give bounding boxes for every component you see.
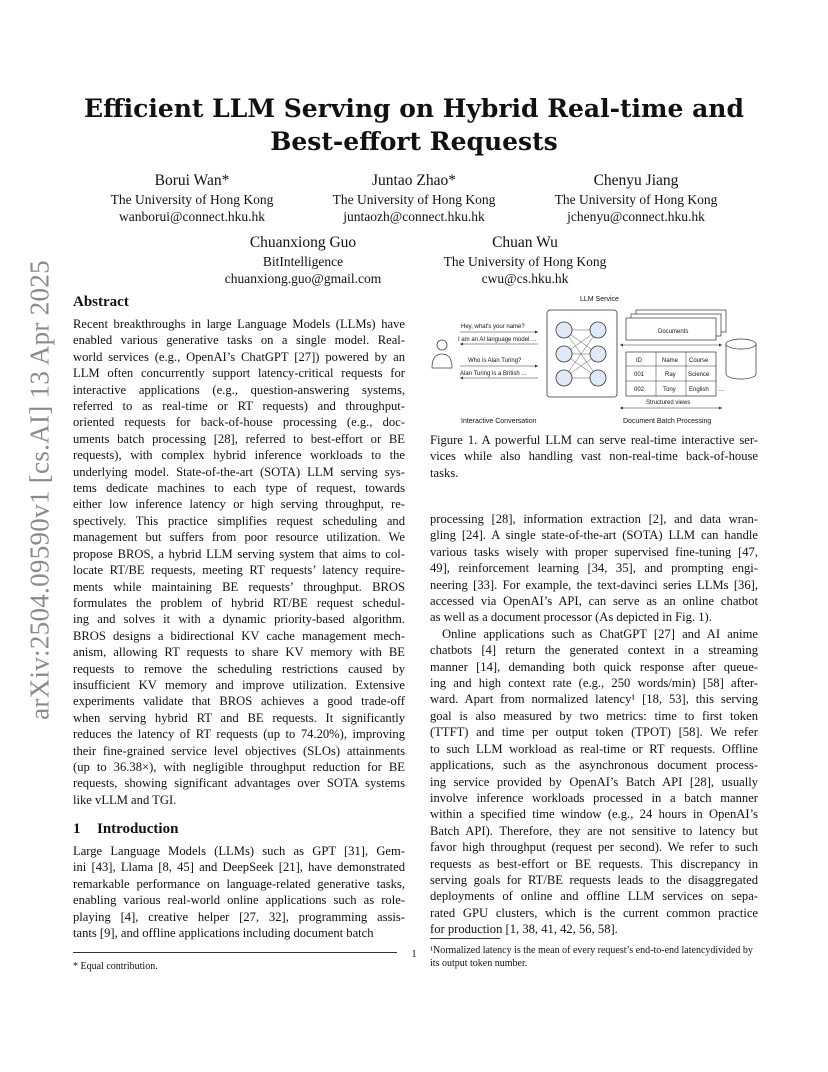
text-line: ward. Apart from normalized latency¹ [18, 53], this serving <box>430 692 758 707</box>
author-email: wanborui@connect.hku.hk <box>119 209 265 224</box>
author-block <box>72 171 312 225</box>
author-email: chuanxiong.guo@gmail.com <box>224 271 382 286</box>
figure-1-caption <box>430 432 758 481</box>
text-line: ini [43], Llama [8, 45] and DeepSeek [21], have demonstrated <box>73 860 405 875</box>
author-email: jchenyu@connect.hku.hk <box>567 209 705 224</box>
text-line: to such LLM workload as real-time or RT requests. Offline <box>430 741 758 756</box>
text-line: ing and solves it with a dynamic priority-based algorithm. <box>73 612 405 627</box>
text-line: within a specified time window (e.g., 24 hours in OpenAI’s <box>430 807 758 822</box>
text-line: tants [9], and offline applications including document batch <box>73 926 374 941</box>
table-cell: English <box>689 387 709 393</box>
text-line: accessed via OpenAI’s API, can serve as an online chatbot <box>430 594 758 609</box>
table-cell: Tony <box>663 387 676 393</box>
text-line: their fine-grained service level objectives (SLOs) attainments <box>73 743 405 758</box>
chat-question-1: Hey, what's your name? <box>461 324 525 330</box>
structured-views-label: Structured views <box>646 400 691 406</box>
author-affiliation: The University of Hong Kong <box>554 192 718 207</box>
text-line: uments batch processing [28], referred to best-effort or BE <box>73 431 405 446</box>
text-line: anism, allowing RT requests to share KV memory with BE <box>73 645 405 660</box>
author-affiliation: BitIntelligence <box>262 254 344 269</box>
user-icon <box>432 340 452 368</box>
text-line: (TTFT) and time per output token (TPOT) [58]. We refer <box>430 725 758 740</box>
llm-network-icon <box>547 310 617 397</box>
text-line: when serving hybrid RT and BE requests. It significantly <box>73 710 405 725</box>
chat-question-2: Who is Alan Turing? <box>468 358 522 364</box>
text-line: world services (e.g., OpenAI’s ChatGPT [27]) powered by an <box>73 349 405 364</box>
text-line: oriented requests for back-of-house processing (e.g., doc- <box>73 415 405 430</box>
text-line: deployments of online and offline LLM services on sepa- <box>430 889 758 904</box>
table-header-course: Course <box>689 358 709 364</box>
text-line: requests to remove the scheduling restrictions caused by <box>73 661 405 676</box>
text-line: either low inference latency or high serving throughput, re- <box>73 497 405 512</box>
author-block <box>183 233 423 287</box>
text-line: divided by its output token number. <box>430 945 753 969</box>
text-line: enabled various generative tasks on a single model. Real- <box>73 333 405 348</box>
author-email: cwu@cs.hku.hk <box>481 271 569 286</box>
author-name: Chenyu Jiang <box>593 172 679 189</box>
text-line: reduces the latency of RT requests (up to 74.20%), improving <box>73 727 405 742</box>
footnote-divider <box>430 938 500 939</box>
author-name: Juntao Zhao* <box>372 172 456 189</box>
text-line: involve inference workloads processed in a batch manner <box>430 790 758 805</box>
text-line: favor high throughput (request per second). We refer to such <box>430 840 758 855</box>
text-line: processing [28], information extraction [2], and data wran- <box>430 512 758 526</box>
table-cell: Ray <box>665 372 676 378</box>
text-line: remarkable performance on language-related generative tasks, <box>73 876 405 891</box>
text-line: as well as a document processor (As depicted in Fig. 1). <box>430 610 712 625</box>
author-name: Chuan Wu <box>492 234 558 251</box>
text-line: serving goals for RT/BE requests leads to the disaggregated <box>430 872 758 887</box>
author-affiliation: The University of Hong Kong <box>332 192 496 207</box>
title-line-1: Efficient LLM Serving on Hybrid Real-time and <box>84 94 744 123</box>
author-name: Chuanxiong Guo <box>249 234 357 251</box>
footnote-equal-contribution: * Equal contribution. <box>73 961 158 972</box>
text-line: formulates the problem of hybrid RT/BE request schedul- <box>73 595 405 610</box>
text-line: underlying model. State-of-the-art (SOTA) LLM serving sys- <box>73 464 405 479</box>
right-column-body <box>430 511 758 938</box>
text-line: playing [4], creative helper [27, 32], programming assis- <box>73 909 405 924</box>
text-line: locate RT/BE requests, meeting RT requests’ latency require- <box>73 563 405 578</box>
text-line: referred to as real-time or RT requests) and throughput- <box>73 399 405 414</box>
page-number: 1 <box>411 948 417 960</box>
chat-answer-1: I am an AI language model ... <box>458 337 537 343</box>
text-line: goal is also measured by two metrics: time to first token <box>430 708 758 723</box>
section-title: Introduction <box>97 821 179 837</box>
document-batch-processing-label: Document Batch Processing <box>623 418 712 425</box>
text-line: various tasks wisely with proper supervised fine-tuning [47, <box>430 544 758 559</box>
abstract-body <box>73 316 405 808</box>
text-line: neering [33]. For example, the text-davinci series LLMs [36], <box>430 577 758 592</box>
text-line: tasks. <box>430 465 459 480</box>
documents-label: Documents <box>658 329 689 335</box>
interactive-conversation-label: Interactive Conversation <box>461 418 537 425</box>
introduction-heading <box>73 821 178 838</box>
abstract-heading: Abstract <box>73 294 129 310</box>
text-line: interactive applications (e.g., question-answering systems, <box>73 382 405 397</box>
author-block <box>516 171 756 225</box>
chat-answer-2: Alan Turing is a British ... <box>460 371 527 377</box>
text-line: vices while also handling vast non-real-time back-of-house <box>430 449 758 464</box>
text-line: applications, such as the asynchronous document process- <box>430 758 758 773</box>
text-line: experiments validate that BROS achieves a good trade-off <box>73 694 405 709</box>
structured-table <box>626 352 724 396</box>
text-line: enabling various real-world online applications such as role- <box>73 893 405 908</box>
text-line: requests), with complex hybrid inference workloads to the <box>73 448 405 463</box>
text-line: BROS designs a bidirectional KV cache management mech- <box>73 628 405 643</box>
figure-1 <box>430 290 760 430</box>
paper-title <box>60 92 768 158</box>
table-cell: 002 <box>634 387 645 393</box>
text-line: Online applications such as ChatGPT [27] and AI anime <box>442 626 758 641</box>
text-line: rated GPU clusters, which is the current common practice <box>430 905 758 920</box>
author-affiliation: The University of Hong Kong <box>443 254 607 269</box>
documents-stack-icon <box>626 310 726 340</box>
author-email: juntaozh@connect.hku.hk <box>343 209 485 224</box>
text-line: chatbots [4] return the generated context in a streaming <box>430 643 758 658</box>
llm-service-label: LLM Service <box>580 296 619 303</box>
text-line: requests, showing significant advantages over SOTA systems <box>73 776 405 791</box>
text-line: propose BROS, a hybrid LLM serving system that aims to col- <box>73 546 405 561</box>
text-line: requests as best-effort or BE requests. This discrepancy in <box>430 856 758 871</box>
author-block <box>294 171 534 225</box>
text-line: insufficient KV memory and improve utilization. Extensive <box>73 677 405 692</box>
text-line: Recent breakthroughs in large Language Models (LLMs) have <box>73 317 405 331</box>
author-name: Borui Wan* <box>154 172 230 189</box>
title-line-2: Best-effort Requests <box>270 127 558 156</box>
table-cell: 001 <box>634 372 645 378</box>
introduction-body <box>73 843 405 941</box>
section-number: 1 <box>73 821 81 837</box>
table-header-id: ID <box>636 358 642 364</box>
author-affiliation: The University of Hong Kong <box>110 192 274 207</box>
author-block <box>405 233 645 287</box>
text-line: ¹Normalized latency is the mean of every request’s end-to-end latency <box>430 945 711 956</box>
text-line: management but suffers from poor resource utilization. We <box>73 530 405 545</box>
text-line: (up to 36.38×), with negligible throughput reduction for BE <box>73 759 405 774</box>
text-line: like vLLM and TGI. <box>73 792 177 807</box>
text-line: Large Language Models (LLMs) such as GPT [31], Gem- <box>73 844 405 858</box>
text-line: for production [1, 38, 41, 42, 56, 58]. <box>430 922 618 937</box>
table-header-name: Name <box>662 358 679 364</box>
text-line: ments while maintaining BE requests’ throughput. BROS <box>73 579 405 594</box>
text-line: gling [24]. A single state-of-the-art (SOTA) LLM can handle <box>430 528 758 543</box>
database-icon <box>726 339 756 379</box>
text-line: spectively. This practice simplifies request scheduling and <box>73 513 405 528</box>
text-line: ing and high context rate (e.g., 250 words/min) [58] after- <box>430 676 758 691</box>
text-line: manner [14], demanding both quick response after queue- <box>430 659 758 674</box>
text-line: ing service provided by OpenAI’s Batch API [28], usually <box>430 774 758 789</box>
text-line: 49], reinforcement learning [34, 35], and prompting engi- <box>430 561 758 576</box>
text-line: Batch API). Therefore, they are not sensitive to latency but <box>430 823 758 838</box>
table-ellipsis: ... <box>719 387 725 393</box>
arxiv-id-text: arXiv:2504.09590v1 [cs.AI] 13 Apr 2025 <box>24 260 55 720</box>
text-line: LLM often concurrently support latency-critical requests for <box>73 366 405 381</box>
text-line: Figure 1. A powerful LLM can serve real-time interactive ser- <box>430 433 758 447</box>
text-line: tems dedicate machines to each type of request, towards <box>73 481 405 496</box>
table-cell: Science <box>688 372 710 378</box>
arxiv-identifier <box>20 260 60 720</box>
